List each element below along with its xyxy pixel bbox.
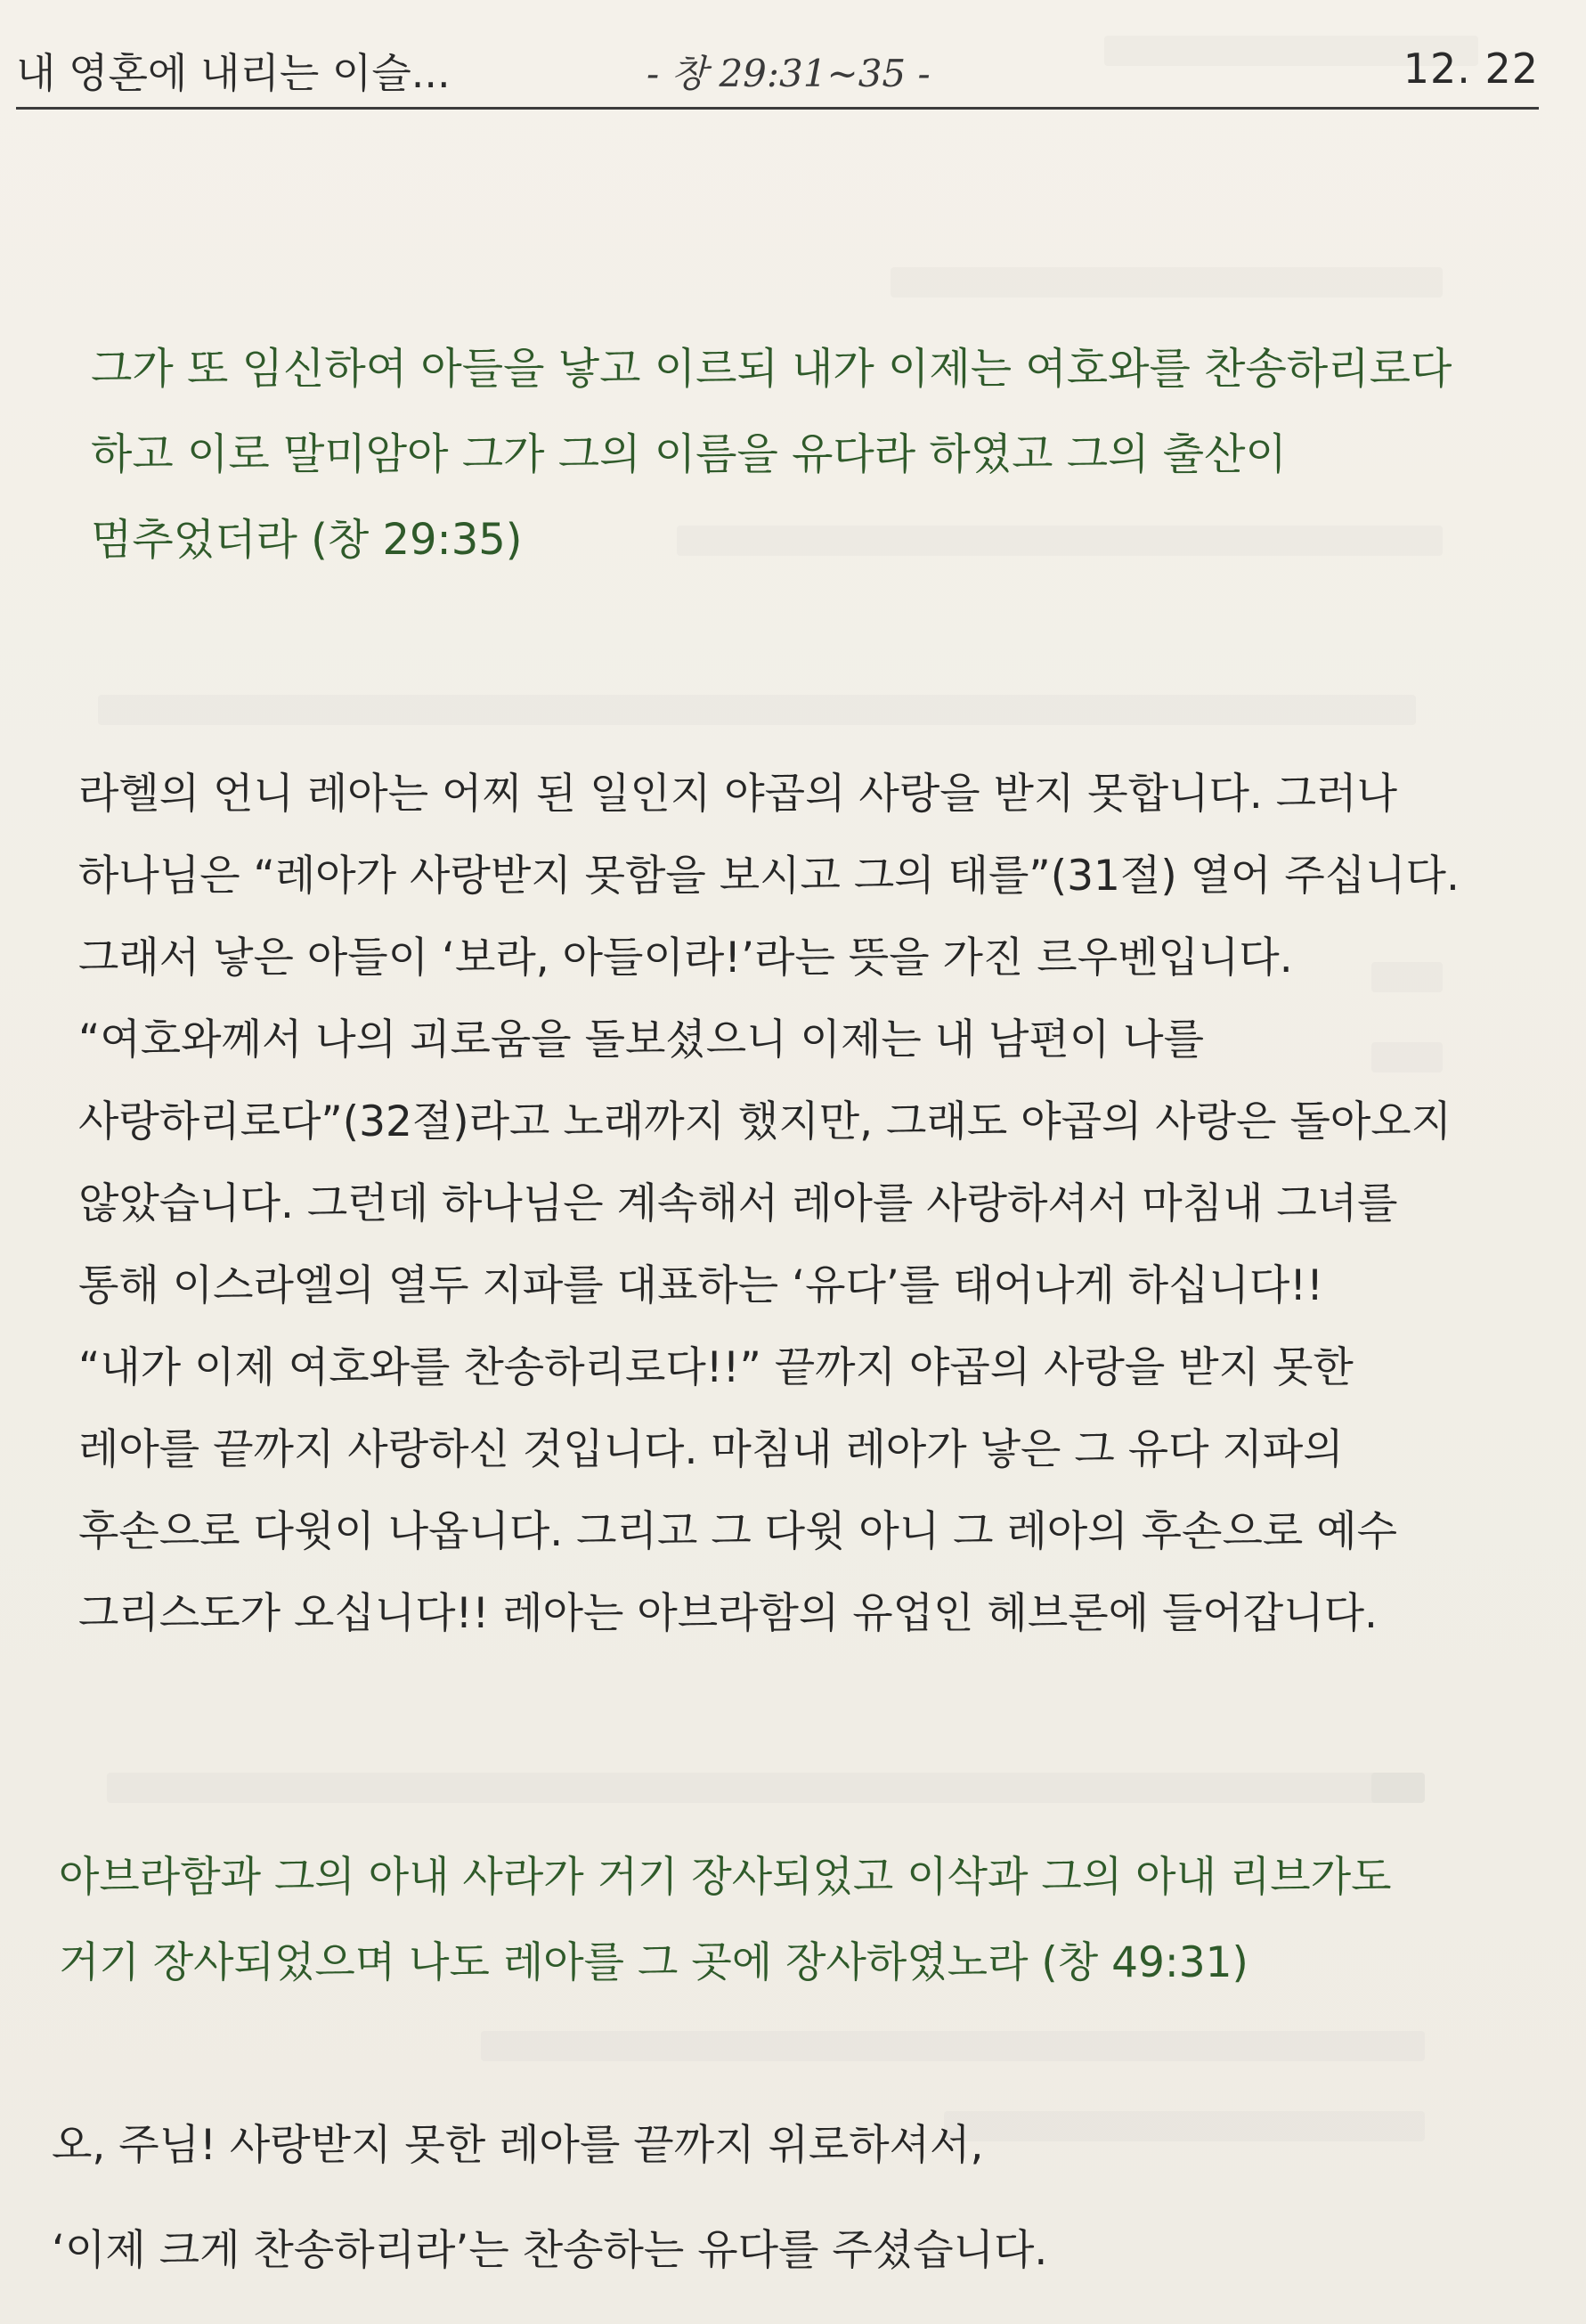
body-line: 사랑하리로다”(32절)라고 노래까지 했지만, 그래도 야곱의 사랑은 돌아오지 <box>78 1097 1452 1146</box>
header-divider <box>16 107 1539 110</box>
verse-line: 멈추었더라 (창 29:35) <box>91 515 523 565</box>
body-line: 라헬의 언니 레아는 어찌 된 일인지 야곱의 사랑을 받지 못합니다. 그러나 <box>78 770 1397 819</box>
body-line: 그래서 낳은 아들이 ‘보라, 아들이라!’라는 뜻을 가진 르우벤입니다. <box>78 934 1293 983</box>
page-date: 12. 22 <box>1403 45 1539 93</box>
verse-line: 거기 장사되었으며 나도 레아를 그 곳에 장사하였노라 (창 49:31) <box>59 1938 1248 1987</box>
body-line: “여호와께서 나의 괴로움을 돌보셨으니 이제는 내 남편이 나를 <box>78 1015 1204 1064</box>
verse-line: 아브라함과 그의 아내 사라가 거기 장사되었고 이삭과 그의 아내 리브가도 <box>59 1853 1392 1902</box>
closing-prayer <box>52 2093 1047 2304</box>
book-title: 내 영혼에 내리는 이슬... <box>16 49 451 97</box>
body-line: 레아를 끝까지 사랑하신 것입니다. 마침내 레아가 낳은 그 유다 지파의 <box>78 1425 1344 1474</box>
scripture-reference: - 창 29:31~35 - <box>647 52 931 95</box>
body-line: 않았습니다. 그런데 하나님은 계속해서 레아를 사랑하셔서 마침내 그녀를 <box>78 1179 1398 1228</box>
prayer-line: 오, 주님! 사랑받지 못한 레아를 끝까지 위로하셔서, <box>52 2121 984 2170</box>
body-line: 그리스도가 오십니다!! 레아는 아브라함의 유업인 헤브론에 들어갑니다. <box>78 1589 1378 1638</box>
devotional-body <box>78 754 1460 1655</box>
verse-line: 그가 또 임신하여 아들을 낳고 이르되 내가 이제는 여호와를 찬송하리로다 <box>91 344 1452 394</box>
page-header <box>16 25 1539 110</box>
body-line: 하나님은 “레아가 사랑받지 못함을 보시고 그의 태를”(31절) 열어 주십니다. <box>78 852 1460 901</box>
prayer-line: ‘이제 크게 찬송하리라’는 찬송하는 유다를 주셨습니다. <box>52 2226 1048 2275</box>
body-line: 통해 이스라엘의 열두 지파를 대표하는 ‘유다’를 태어나게 하십니다!! <box>78 1261 1323 1310</box>
body-line: “내가 이제 여호와를 찬송하리로다!!” 끝까지 야곱의 사랑을 받지 못한 <box>78 1343 1354 1392</box>
body-line: 후손으로 다윗이 나옵니다. 그리고 그 다윗 아니 그 레아의 후손으로 예수 <box>78 1507 1397 1556</box>
verse-line: 하고 이로 말미암아 그가 그의 이름을 유다라 하였고 그의 출산이 <box>91 429 1287 479</box>
opening-verse <box>91 326 1452 583</box>
closing-verse <box>59 1835 1392 2006</box>
